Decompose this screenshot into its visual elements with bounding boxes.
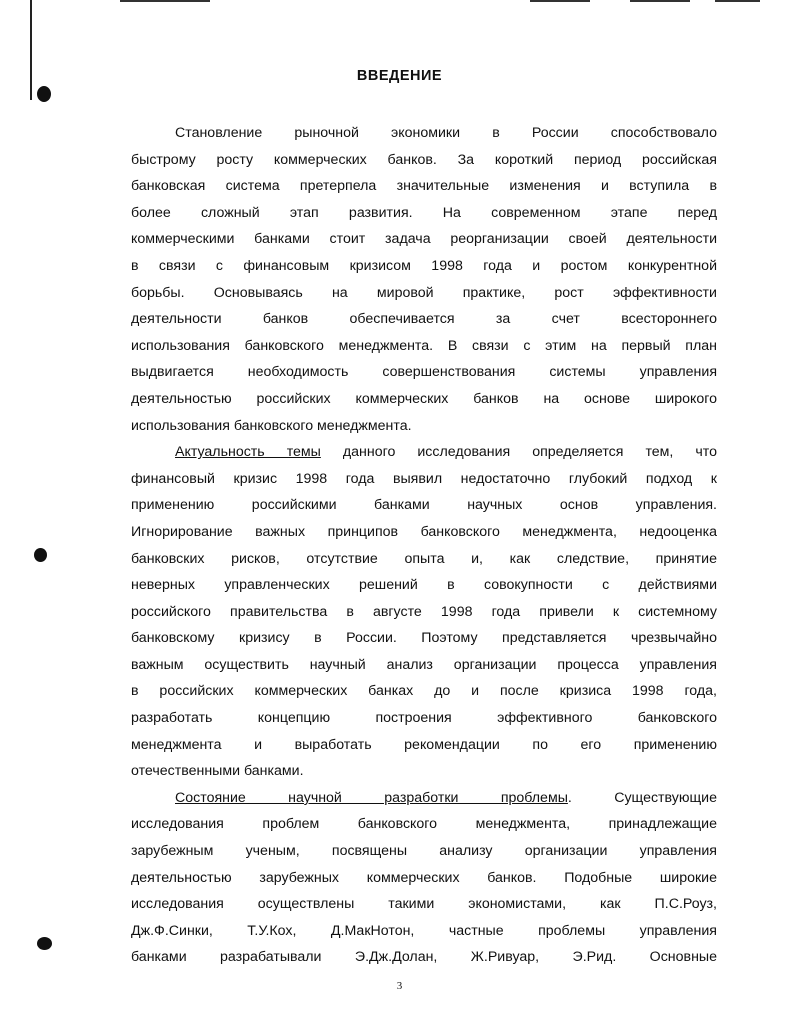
- scan-edge-mark: [30, 0, 32, 100]
- text-line: Дж.Ф.Синки, Т.У.Кох, Д.МакНотон, частные проблемы управления: [131, 922, 717, 939]
- text-line: отечественными банками.: [131, 763, 304, 780]
- scan-top-mark: [715, 0, 760, 2]
- text-line: банковскому кризису в России. Поэтому представляется чрезвычайно: [131, 630, 717, 647]
- text-line: важным осуществить научный анализ организации процесса управления: [131, 656, 717, 673]
- text-line: зарубежным ученым, посвящены анализу организации управления: [131, 843, 717, 860]
- text-line: в российских коммерческих банках до и после кризиса 1998 года,: [131, 683, 717, 700]
- text-line: [131, 785, 717, 812]
- scan-top-mark: [120, 0, 210, 2]
- text-line: Становление рыночной экономики в России способствовало: [175, 125, 717, 141]
- text-line: деятельностью зарубежных коммерческих банков. Подобные широкие: [131, 869, 717, 886]
- text-line: российского правительства в августе 1998 года привели к системному: [131, 603, 717, 620]
- text-line: Игнорирование важных принципов банковского менеджмента, недооценка: [131, 523, 717, 540]
- text-line: деятельности банков обеспечивается за счет всестороннего: [131, 311, 717, 328]
- document-body: [131, 120, 717, 971]
- text-line: менеджмента и выработать рекомендации по его применению: [131, 736, 717, 753]
- text-line: разработать концепцию построения эффективного банковского: [131, 710, 717, 727]
- scan-top-mark: [530, 0, 590, 2]
- text-line: использования банковского менеджмента.: [131, 417, 412, 434]
- page-number: 3: [396, 980, 403, 992]
- page-heading: ВВЕДЕНИЕ: [356, 68, 443, 84]
- text-line: деятельностью российских коммерческих банков на основе широкого: [131, 390, 717, 407]
- text-line: в связи с финансовым кризисом 1998 года и ростом конкурентной: [131, 257, 717, 274]
- text-line: банковская система претерпела значительные изменения и вступила в: [131, 178, 717, 195]
- text-line: применению российскими банками научных основ управления.: [131, 497, 717, 514]
- text-line: банками разрабатывали Э.Дж.Долан, Ж.Ривуар, Э.Рид. Основные: [131, 949, 717, 966]
- text-line: банковских рисков, отсутствие опыта и, как следствие, принятие: [131, 550, 717, 567]
- text-line: исследования осуществлены такими экономистами, как П.С.Роуз,: [131, 896, 717, 913]
- text-line: борьбы. Основываясь на мировой практике, рост эффективности: [131, 284, 717, 301]
- text-span: . Существующие: [567, 789, 717, 806]
- text-line: коммерческими банками стоит задача реорганизации своей деятельности: [131, 231, 717, 248]
- text-line: выдвигается необходимость совершенствования системы управления: [131, 364, 717, 381]
- text-line: финансовый кризис 1998 года выявил недостаточно глубокий подход к: [131, 470, 717, 487]
- punch-hole-blot: [37, 86, 51, 102]
- text-line: неверных управленческих решений в совокупности с действиями: [131, 577, 717, 594]
- underlined-term: Состояние научной разработки проблемы: [175, 789, 568, 806]
- scan-top-mark: [630, 0, 690, 2]
- underlined-term: Актуальность темы: [175, 444, 321, 461]
- text-line: исследования проблем банковского менеджмента, принадлежащие: [131, 816, 717, 833]
- text-span: данного исследования определяется тем, что: [320, 444, 717, 461]
- text-line: [131, 439, 717, 466]
- punch-hole-blot: [34, 548, 47, 562]
- text-line: быстрому росту коммерческих банков. За короткий период российская: [131, 151, 717, 168]
- text-line: использования банковского менеджмента. В связи с этим на первый план: [131, 337, 717, 354]
- text-line: более сложный этап развития. На современном этапе перед: [131, 204, 717, 221]
- punch-hole-blot: [37, 937, 52, 950]
